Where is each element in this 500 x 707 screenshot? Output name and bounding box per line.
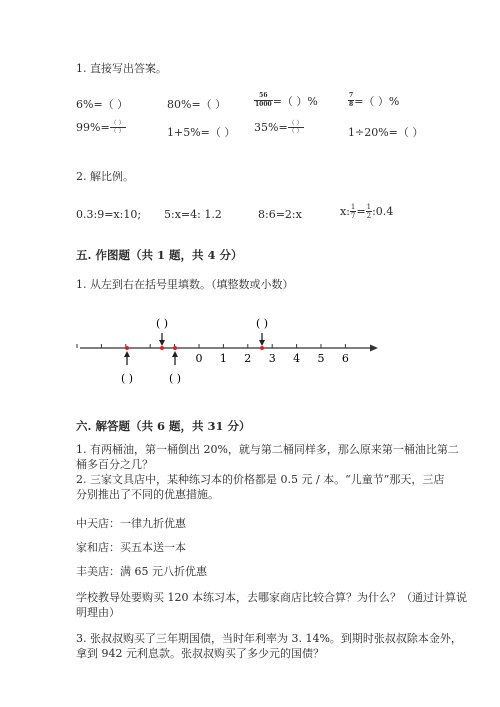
problem-3-line-1: 3. 张叔叔购买了三年期国债，当时年利率为 3. 14%。到期时张叔叔除本金外， — [76, 632, 462, 645]
tick-label: 6 — [341, 352, 349, 365]
proportion-item: 0.3:9=x:10; — [76, 208, 142, 221]
number-line — [0, 300, 500, 400]
question-2-title: 2. 解比例。 — [76, 170, 134, 183]
down-arrow-icon — [159, 333, 165, 346]
question-1-title: 1. 直接写出答案。 — [76, 62, 167, 75]
problem-1-line-1: 1. 有两桶油，第一桶倒出 20%，就与第二桶同样多，那么原来第一桶油比第二 — [76, 443, 459, 456]
marked-point — [125, 346, 129, 350]
proportion-item: 5:x=4: 1.2 — [164, 208, 222, 221]
tick-label: 2 — [244, 352, 252, 365]
marked-point — [173, 346, 177, 350]
problem-2-line-2: 分别推出了不同的优惠措施。 — [76, 488, 219, 501]
fraction: $\frac{7}{8}$ — [349, 92, 354, 108]
problem-2-line-1: 2. 三家文具店中，某种练习本的价格都是 0.5 元 / 本。“儿童节”那天，三店 — [76, 473, 445, 486]
blank-bracket: ( ) — [255, 317, 269, 330]
calc-item: 1÷20%=（ ） — [348, 126, 424, 139]
up-arrow-icon — [172, 351, 178, 365]
tick-label: 0 — [195, 352, 203, 365]
down-arrow-icon — [259, 333, 265, 346]
marked-point — [160, 346, 164, 350]
tick-labels — [196, 352, 349, 365]
marked-point — [260, 346, 264, 350]
calc-item: $\frac{56}{1000}$ =（ ）% — [255, 92, 318, 108]
section-6-heading: 六. 解答题（共 6 题，共 31 分） — [76, 419, 251, 433]
problem-3-line-2: 拿到 942 元利息款。张叔叔购买了多少元的国债？ — [76, 647, 324, 660]
blank-bracket: ( ) — [168, 372, 182, 385]
shop-offer-3: 丰美店：满 65 元八折优惠 — [76, 565, 207, 578]
tick-marks — [77, 344, 345, 348]
proportion-item: x: $\frac{1}{7}$ = $\frac{1}{2}$ :0.4 — [340, 203, 394, 220]
section-5-question: 1. 从左到右在括号里填数。（填整数或小数） — [76, 278, 294, 291]
tick-label: 3 — [268, 352, 276, 365]
tick-label: 5 — [317, 352, 325, 365]
problem-1-line-2: 桶多百分之几？ — [76, 458, 153, 471]
problem-2-question-line-1: 学校教导处要购买 120 本练习本，去哪家商店比较合算？为什么？（通过计算说 — [76, 591, 467, 604]
calc-item: 6%=（ ） — [76, 98, 129, 111]
calc-item: 99%= $\frac{( )}{( )}$ — [76, 120, 125, 135]
proportion-item: 8:6=2:x — [258, 208, 302, 221]
arrowhead-icon — [370, 345, 378, 352]
blank-bracket: ( ) — [120, 372, 134, 385]
calc-item: 80%=（ ） — [167, 98, 227, 111]
tick-label: 1 — [219, 352, 227, 365]
problem-2-question-line-2: 明理由） — [76, 606, 120, 619]
fraction: $\frac{( )}{( )}$ — [288, 120, 303, 135]
section-5-heading: 五. 作图题（共 1 题，共 4 分） — [76, 248, 243, 262]
calc-item: 1+5%=（ ） — [167, 126, 236, 139]
tick-label: 4 — [293, 352, 301, 365]
blank-bracket: ( ) — [155, 317, 169, 330]
fraction: $\frac{1}{7}$ — [350, 203, 356, 220]
fraction: $\frac{1}{2}$ — [366, 203, 372, 220]
fraction: $\frac{56}{1000}$ — [255, 92, 272, 108]
shop-offer-1: 中天店：一律九折优惠 — [76, 517, 186, 530]
shop-offer-2: 家和店：买五本送一本 — [76, 541, 186, 554]
fraction: $\frac{( )}{( )}$ — [110, 120, 125, 135]
calc-item: 35%= $\frac{( )}{( )}$ — [254, 120, 303, 135]
calc-item: $\frac{7}{8}$ =（ ）% — [349, 92, 400, 108]
up-arrow-icon — [124, 351, 130, 365]
